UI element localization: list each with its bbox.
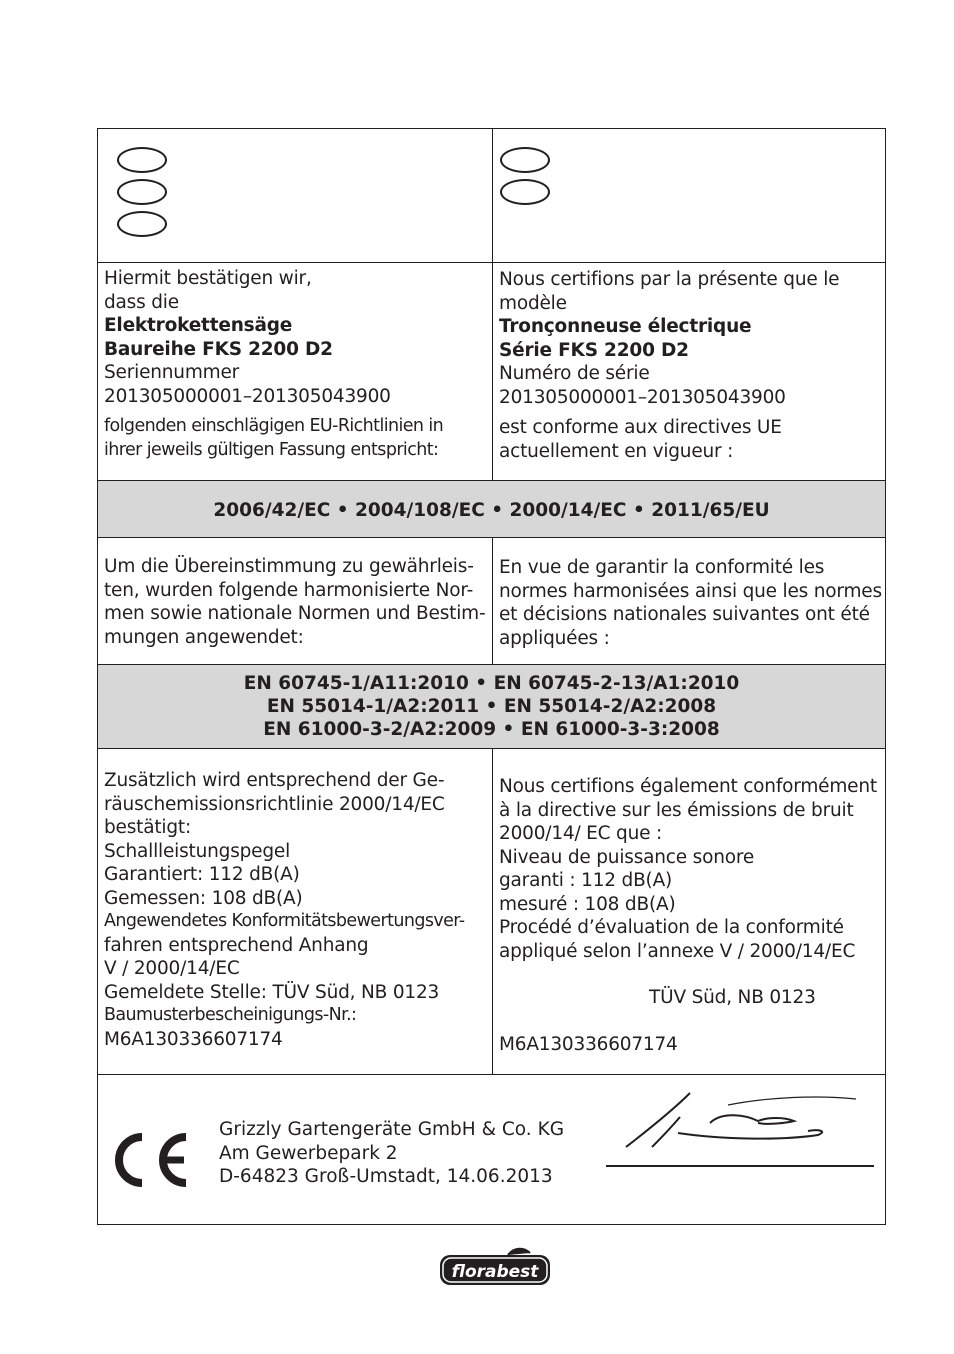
declaration-frame <box>97 128 886 1225</box>
directives-band <box>98 481 885 538</box>
company-street: Am Gewerbepark 2 <box>219 1142 398 1164</box>
text-line: garanti : 112 dB(A) <box>499 870 673 891</box>
directive-intro-line: ihrer jeweils gültigen Fassung entspricht: <box>104 439 439 460</box>
serial-label: Numéro de série <box>499 363 650 384</box>
product-row <box>98 263 885 481</box>
language-marker-oval <box>117 179 167 205</box>
ce-mark-icon <box>106 1131 190 1189</box>
company-name: Grizzly Gartengeräte GmbH & Co. KG <box>219 1119 565 1140</box>
standard-line: EN 55014-1/A2:2011 • EN 55014-2/A2:2008 <box>266 696 717 717</box>
directive-intro-line: folgenden einschlägigen EU-Richtlinien in <box>104 416 444 436</box>
text-line: V / 2000/14/EC <box>104 958 240 979</box>
text-line: normes harmonisées ainsi que les normes <box>499 580 882 602</box>
text-line: Zusätzlich wird entsprechend der Ge- <box>104 770 445 791</box>
noise-row <box>98 749 885 1075</box>
serial-range: 201305000001–201305043900 <box>499 386 786 408</box>
text-line: Gemeldete Stelle: TÜV Süd, NB 0123 <box>104 981 440 1003</box>
noise-text-fr <box>493 749 885 1074</box>
text-line: Nous certifions également conformément <box>499 776 877 797</box>
text-line: En vue de garantir la conformité les <box>499 557 825 578</box>
standard-line: EN 60745-1/A11:2010 • EN 60745-2-13/A1:2010 <box>243 673 740 694</box>
language-markers-de <box>98 129 493 262</box>
serial-label: Seriennummer <box>104 362 240 383</box>
standard-line: EN 61000-3-2/A2:2009 • EN 61000-3-3:2008 <box>263 719 720 740</box>
notified-body: TÜV Süd, NB 0123 <box>649 987 816 1008</box>
product-text-de <box>98 263 493 480</box>
text-line: Schallleistungspegel <box>104 840 291 862</box>
text-line: mesuré : 108 dB(A) <box>499 893 676 915</box>
directive-intro-line: actuellement en vigueur : <box>499 440 734 462</box>
text-line: à la directive sur les émissions de bruit <box>499 799 854 821</box>
language-marker-row <box>98 129 885 263</box>
product-series: Série FKS 2200 D2 <box>499 339 689 361</box>
serial-range: 201305000001–201305043900 <box>104 385 391 407</box>
text-line: Gemessen: 108 dB(A) <box>104 887 303 909</box>
standards-intro-fr <box>493 538 885 664</box>
text-line: Procédé d’évaluation de la conformité <box>499 917 844 938</box>
text-line: fahren entsprechend Anhang <box>104 934 369 956</box>
text-line: Baumusterbescheinigungs-Nr.: <box>104 1005 357 1025</box>
text-line: ten, wurden folgende harmonisierte Nor- <box>104 579 474 601</box>
text-line: bestätigt: <box>104 817 191 838</box>
text-line: et décisions nationales suivantes ont été <box>499 604 870 625</box>
intro-line: Hiermit bestätigen wir, <box>104 268 312 289</box>
directive-intro-line: est conforme aux directives UE <box>499 417 782 438</box>
product-series: Baureihe FKS 2200 D2 <box>104 338 333 360</box>
signature-image <box>618 1085 858 1155</box>
text-line: 2000/14/ EC que : <box>499 823 663 844</box>
language-markers-fr <box>493 129 885 262</box>
signature-line <box>606 1165 874 1167</box>
text-line: men sowie nationale Normen und Bestim- <box>104 603 486 624</box>
intro-line: Nous certifions par la présente que le <box>499 269 840 290</box>
text-line: Niveau de puissance sonore <box>499 846 755 868</box>
product-name: Tronçonneuse électrique <box>499 316 752 337</box>
intro-line: dass die <box>104 291 179 313</box>
language-marker-oval <box>117 211 167 237</box>
text-line: appliquées : <box>499 627 610 649</box>
text-line: M6A130336607174 <box>104 1028 283 1050</box>
language-marker-oval <box>117 147 167 173</box>
company-city-date: D-64823 Groß-Umstadt, 14.06.2013 <box>219 1166 553 1187</box>
florabest-logo-icon <box>438 1245 552 1289</box>
text-line: Angewendetes Konformitätsbewertungsver- <box>104 911 465 931</box>
company-address <box>219 1118 564 1189</box>
standards-intro-row <box>98 538 885 665</box>
product-name: Elektrokettensäge <box>104 315 293 336</box>
text-line: mungen angewendet: <box>104 626 304 648</box>
language-marker-oval <box>500 179 550 205</box>
standards-band <box>98 665 885 749</box>
text-line: appliqué selon l’annexe V / 2000/14/EC <box>499 940 856 962</box>
standards-intro-de <box>98 538 493 664</box>
brand-name: florabest <box>451 1262 539 1282</box>
text-line: Garantiert: 112 dB(A) <box>104 864 300 885</box>
signature-row <box>98 1075 885 1224</box>
text-line: räuschemissionsrichtlinie 2000/14/EC <box>104 793 445 815</box>
text-line: Um die Übereinstimmung zu gewährleis- <box>104 556 474 577</box>
intro-line: modèle <box>499 292 567 314</box>
directives-list: 2006/42/EC • 2004/108/EC • 2000/14/EC • 2011/65/EU <box>213 500 770 521</box>
language-marker-oval <box>500 147 550 173</box>
noise-text-de <box>98 749 493 1074</box>
certificate-number: M6A130336607174 <box>499 1033 678 1055</box>
product-text-fr <box>493 263 885 480</box>
